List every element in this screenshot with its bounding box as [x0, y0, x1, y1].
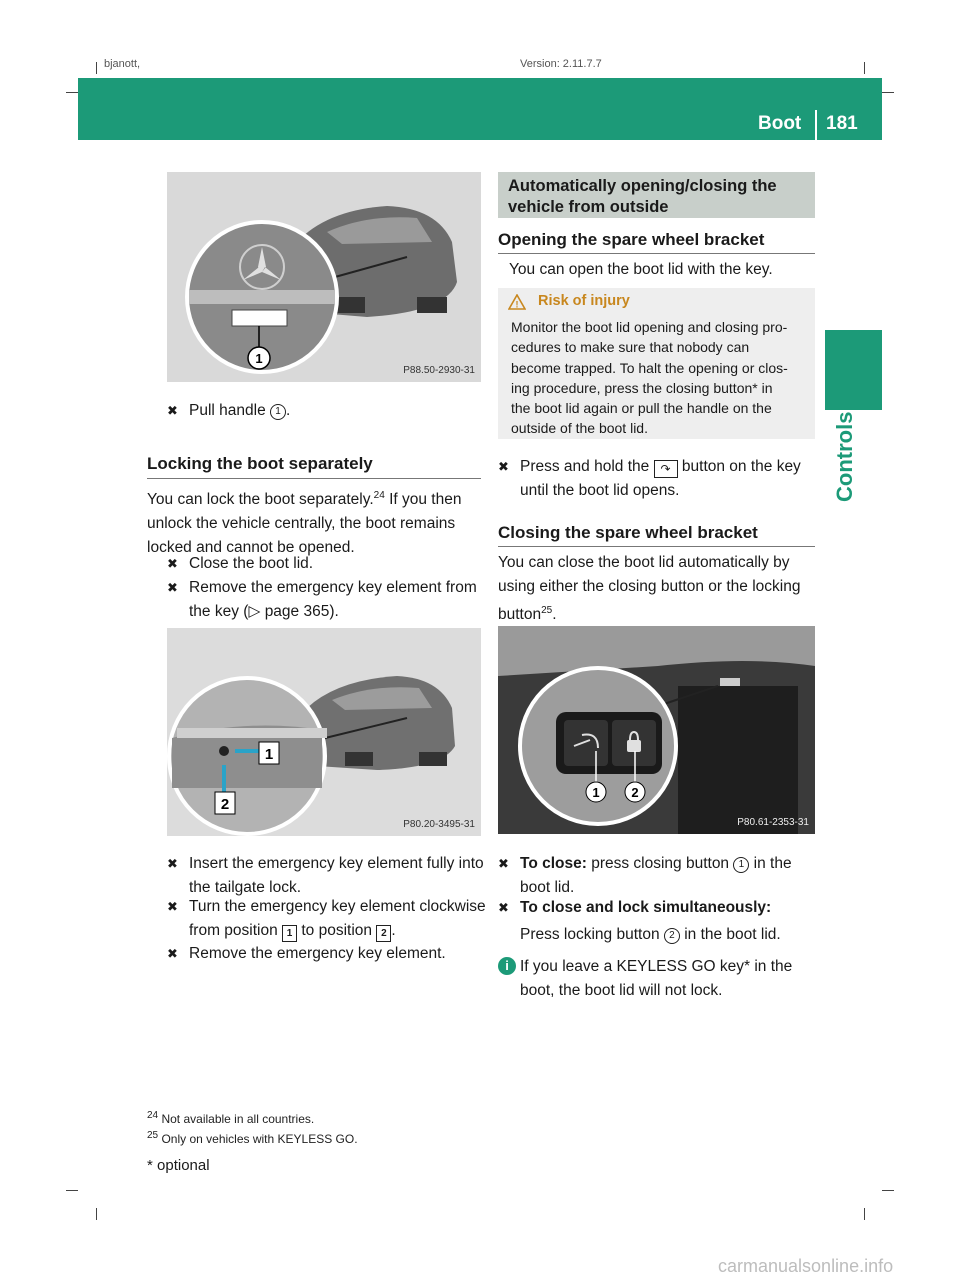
step-marker-icon: ✖	[167, 899, 178, 914]
crop-mark	[864, 1208, 865, 1220]
step-text: Turn the emergency key element clockwise	[189, 898, 486, 915]
step-text: Remove the emergency key element.	[189, 945, 446, 962]
print-meta-version: Version: 2.11.7.7	[520, 58, 602, 70]
heading-closing: Closing the spare wheel bracket	[498, 523, 758, 542]
step-text: boot lid.	[520, 879, 575, 896]
optional-note: * optional	[147, 1157, 210, 1174]
step-marker-icon: ✖	[498, 459, 509, 474]
warning-line: ing procedure, press the closing button* in	[511, 379, 773, 396]
svg-text:1: 1	[592, 785, 600, 800]
step-text: .	[391, 922, 396, 939]
banner-line: Automatically opening/closing the	[508, 177, 777, 195]
step-text: in the boot lid.	[679, 926, 781, 943]
step-text: the key (	[189, 603, 249, 620]
step-text: Insert the emergency key element fully into	[189, 855, 484, 872]
image-code: P80.61-2353-31	[737, 817, 809, 828]
watermark: carmanualsonline.info	[718, 1256, 894, 1276]
step-text: to position	[301, 922, 373, 939]
side-tab	[825, 330, 882, 410]
step-text: Remove the emergency key element from	[189, 579, 477, 596]
heading-rule	[498, 253, 815, 254]
crop-mark	[66, 1190, 78, 1191]
para-line: unlock the vehicle centrally, the boot remains	[147, 515, 456, 533]
info-line: boot, the boot lid will not lock.	[520, 982, 723, 999]
image-code: P88.50-2930-31	[403, 365, 475, 376]
crop-mark	[882, 1190, 894, 1191]
step-text: Close the boot lid.	[189, 555, 314, 572]
svg-text:1: 1	[264, 746, 274, 763]
page-number: 181	[826, 113, 858, 134]
warning-line: the boot lid again or pull the handle on the	[511, 400, 772, 417]
banner-line: vehicle from outside	[508, 198, 669, 216]
heading-rule	[147, 478, 481, 479]
warning-line: outside of the boot lid.	[511, 420, 648, 437]
step-marker-icon: ✖	[498, 856, 509, 871]
warning-box	[498, 288, 815, 439]
step-text: Press locking button	[520, 926, 660, 943]
footnote-25	[147, 1130, 358, 1146]
callout-1-icon: 1	[733, 857, 749, 873]
step-text: Pull handle	[189, 402, 266, 419]
para-line: You can lock the boot separately.	[147, 491, 374, 509]
step-close-lock	[498, 896, 818, 944]
heading-locking-boot: Locking the boot separately	[147, 454, 373, 473]
footnote-text: Not available in all countries.	[161, 1112, 315, 1126]
footnote-number: 24	[147, 1110, 159, 1121]
step-text: Press and hold the	[520, 458, 650, 475]
svg-text:1: 1	[255, 351, 263, 366]
info-icon: i	[498, 957, 516, 975]
position-1-icon: 1	[282, 925, 297, 942]
warning-line: become trapped. To halt the opening or clos-	[511, 359, 788, 376]
heading-opening: Opening the spare wheel bracket	[498, 230, 765, 249]
step-marker-icon: ✖	[167, 580, 178, 595]
photo-boot-buttons	[498, 626, 815, 834]
step-marker-icon: ✖	[498, 900, 509, 915]
step-press-hold	[498, 455, 818, 503]
position-2-icon: 2	[376, 925, 391, 942]
step-text: until the boot lid opens.	[520, 482, 680, 499]
callout-1-icon: 1	[270, 404, 286, 420]
info-line: If you leave a KEYLESS GO key* in the	[520, 958, 793, 975]
step-text: the tailgate lock.	[189, 879, 302, 896]
footnote-ref-24: 24	[373, 490, 385, 501]
step-text-end: .	[286, 402, 291, 419]
warning-triangle-icon	[508, 294, 526, 310]
photo-boot-handle	[167, 172, 481, 382]
page-ref-link[interactable]: page 365).	[264, 603, 339, 620]
boot-open-key-icon: ↷	[654, 460, 678, 478]
print-meta-left: bjanott,	[104, 58, 141, 70]
photo-tailgate-lock	[167, 628, 481, 836]
step-marker-icon: ✖	[167, 556, 178, 571]
warning-line: Monitor the boot lid opening and closing pro-	[511, 319, 788, 335]
para-opening: You can open the boot lid with the key.	[509, 261, 773, 278]
info-note	[520, 955, 820, 1003]
step-label: To close:	[520, 855, 587, 872]
crop-mark	[66, 92, 78, 93]
para-line: You can close the boot lid automatically by	[498, 554, 790, 571]
svg-text:2: 2	[631, 785, 639, 800]
para-line: locked and cannot be opened.	[147, 539, 355, 557]
callout-2-icon: 2	[664, 928, 680, 944]
svg-text:!: !	[515, 299, 519, 310]
step-turn-key	[167, 895, 487, 943]
section-banner	[498, 172, 815, 218]
step-to-close	[498, 852, 818, 900]
step-marker-icon: ✖	[167, 856, 178, 871]
crop-mark	[882, 92, 894, 93]
step-text: press closing button	[586, 855, 730, 872]
para-line: If you then	[384, 491, 462, 509]
crop-mark	[864, 62, 865, 74]
side-tab-label: Controls	[832, 411, 857, 502]
para-locking	[147, 484, 487, 560]
step-remove-key	[167, 576, 487, 624]
step-text: button on the key	[681, 458, 801, 475]
para-line: .	[552, 606, 557, 624]
step-marker-icon: ✖	[167, 946, 178, 961]
step-marker-icon: ✖	[167, 403, 178, 418]
image-code: P80.20-3495-31	[403, 819, 475, 830]
footnote-number: 25	[147, 1130, 159, 1141]
para-line: button	[498, 606, 542, 624]
crop-mark	[96, 62, 97, 74]
footnote-ref-25: 25	[541, 605, 553, 616]
para-closing	[498, 551, 820, 627]
svg-text:2: 2	[220, 796, 230, 813]
step-label: To close and lock simultaneously:	[520, 899, 772, 916]
page-ref-arrow-icon: ▷	[248, 603, 261, 620]
step-text: in the	[749, 855, 792, 872]
heading-rule	[498, 546, 815, 547]
footnote-24	[147, 1110, 314, 1126]
warning-title: Risk of injury	[538, 293, 630, 309]
step-text: from position	[189, 922, 278, 939]
warning-line: cedures to make sure that nobody can	[511, 339, 750, 356]
section-title: Boot	[758, 113, 802, 134]
footnote-text: Only on vehicles with KEYLESS GO.	[161, 1132, 358, 1146]
warning-text	[511, 317, 811, 439]
step-insert-key	[167, 852, 487, 900]
crop-mark	[96, 1208, 97, 1220]
para-line: using either the closing button or the locking	[498, 578, 801, 595]
header-separator	[815, 110, 817, 140]
